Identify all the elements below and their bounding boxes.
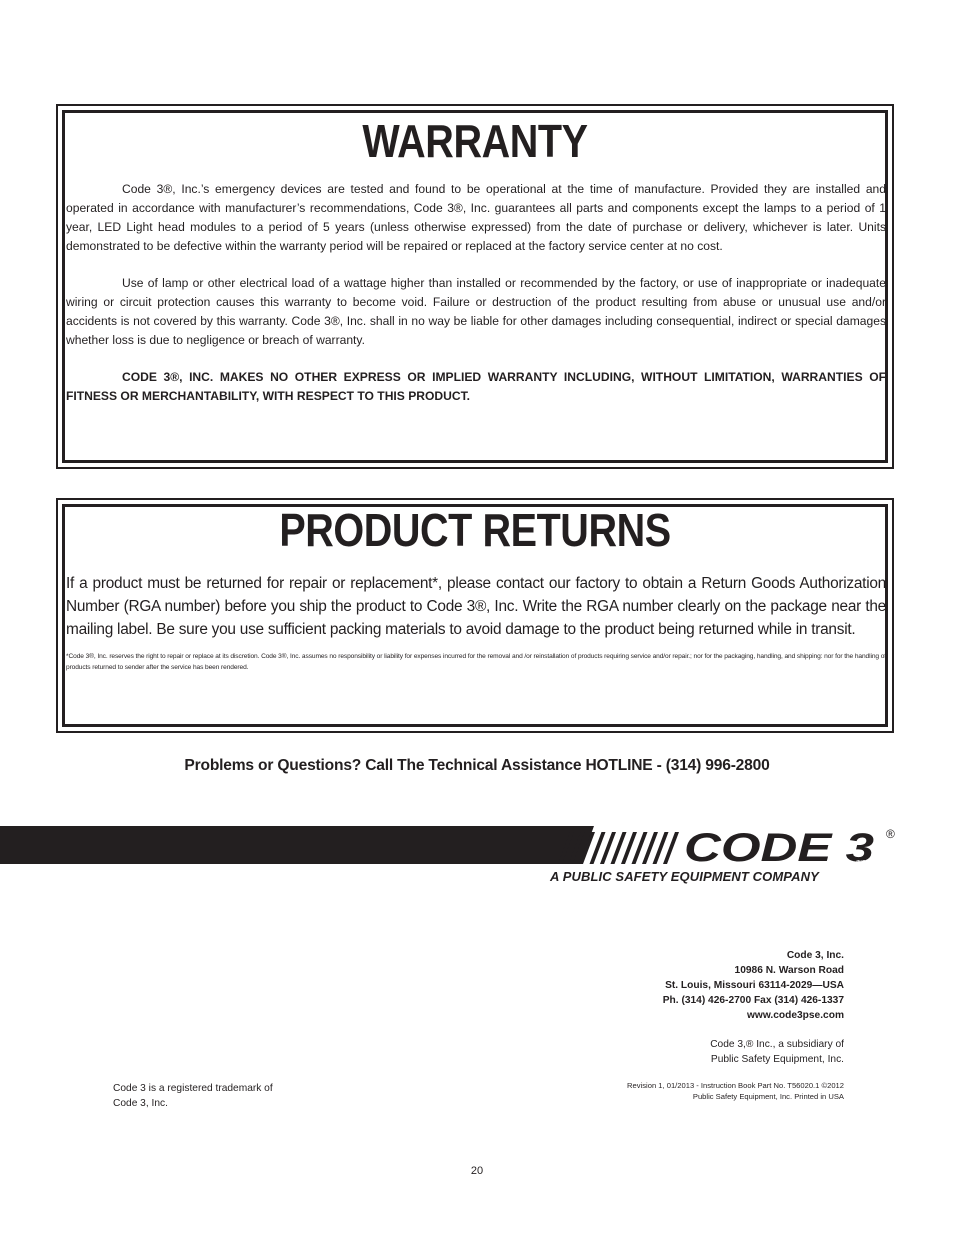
trademark-line: Code 3 is a registered trademark of — [113, 1083, 273, 1094]
product-returns-box — [56, 498, 894, 733]
revision-line: Public Safety Equipment, Inc. Printed in USA — [692, 1092, 844, 1101]
registered-mark: ® — [886, 827, 895, 841]
brand-band — [0, 826, 954, 870]
product-returns-footnote: *Code 3®, Inc. reserves the right to repair or replace at its discretion. Code 3®, Inc. assumes no responsibility or liability for expenses incurred for the removal and /or reinstallation of products requiring service and/or repair.; nor for the packaging, handling, and shipping: nor for the handling of products returned to sender after the service has been rendered. — [66, 653, 886, 671]
product-returns-body — [66, 572, 886, 673]
address-line: 10986 N. Warson Road — [734, 965, 844, 976]
trademark-note — [113, 1081, 273, 1111]
address-phone: Ph. (314) 426-2700 Fax (314) 426-1337 — [662, 995, 844, 1006]
warranty-box — [56, 104, 894, 469]
band-bar — [0, 826, 594, 864]
warranty-paragraph-1: Code 3®, Inc.’s emergency devices are tested and found to be operational at the time of manufacture. Provided they are installed and operated in accordance with manufacturer’s recommendations, Code 3®, Inc. guarantees all parts and components except the lamps to a period of 1 year, LED Light head modules to a period of 5 years (unless otherwise expressed) from the date of purchase or delivery, whichever is later. Units demonstrated to be defective within the warranty period will be repaired or replaced at the factory service center at no cost. — [66, 182, 886, 253]
hotline-text: Problems or Questions? Call The Technical Assistance HOTLINE - (314) 996-2800 — [184, 757, 770, 774]
address-website: www.code3pse.com — [747, 1010, 844, 1021]
warranty-title: WARRANTY — [362, 115, 588, 167]
warranty-body — [66, 180, 886, 406]
address-line: St. Louis, Missouri 63114-2029—USA — [665, 980, 844, 991]
logo-inc: INC. — [856, 860, 867, 866]
subsidiary-note — [710, 1037, 844, 1067]
trademark-line: Code 3, Inc. — [113, 1098, 168, 1109]
company-address — [663, 948, 844, 1023]
brand-tagline: A PUBLIC SAFETY EQUIPMENT COMPANY — [550, 869, 819, 884]
logo-wordmark: CODE 3 — [684, 826, 874, 870]
revision-note — [627, 1080, 844, 1102]
address-line: Code 3, Inc. — [786, 950, 844, 961]
warranty-paragraph-2: Use of lamp or other electrical load of a wattage higher than installed or recommended by the factory, or use of inappropriate or inadequate wiring or circuit protection causes this warranty to become void. Failure or destruction of the product resulting from abuse or unusual use and/or accidents is not covered by this warranty. Code 3®, Inc. shall in no way be liable for other damages including consequential, indirect or special damages whether loss is due to negligence or breach of warranty. — [66, 276, 886, 347]
revision-line: Revision 1, 01/2013 - Instruction Book Part No. T56020.1 ©2012 — [627, 1081, 844, 1090]
product-returns-text: If a product must be returned for repair or replacement*, please contact our factory to obtain a Return Goods Authorization Number (RGA number) before you ship the product to Code 3®, Inc. Write the RGA number clearly on the package near the mailing label. Be sure you use sufficient packing materials to avoid damage to the product being returned while in transit. — [66, 575, 886, 638]
product-returns-title: PRODUCT RETURNS — [279, 504, 671, 556]
warranty-disclaimer: CODE 3®, INC. MAKES NO OTHER EXPRESS OR IMPLIED WARRANTY INCLUDING, WITHOUT LIMITATION, WARRANTIES OF FITNESS OR MERCHANTABILITY, WITH RESPECT TO THIS PRODUCT. — [66, 370, 886, 403]
code3-logo — [0, 826, 954, 870]
page-number: 20 — [470, 1165, 484, 1177]
subsidiary-line: Public Safety Equipment, Inc. — [710, 1054, 844, 1065]
subsidiary-line: Code 3,® Inc., a subsidiary of — [710, 1039, 844, 1050]
